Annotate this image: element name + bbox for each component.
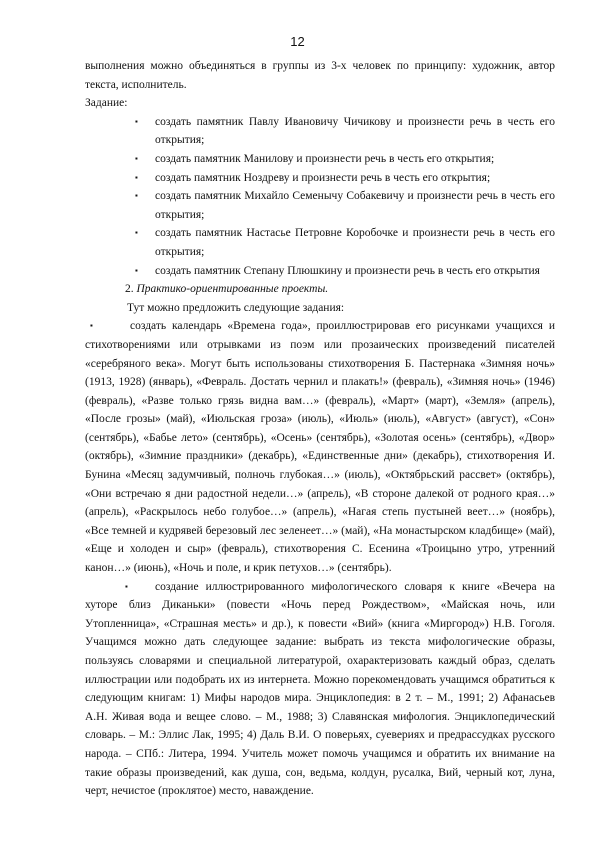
section-heading [85,280,555,299]
task-item: ▪ создать памятник Павлу Ивановичу Чичикову и произнести речь в честь его открытия; [85,113,555,150]
tasks-intro: Тут можно предложить следующие задания: [127,301,345,314]
task-item: ▪ создать памятник Манилову и произнести речь в честь его открытия; [85,150,555,169]
task-label: Задание: [85,97,128,110]
bullet-icon: ▪ [125,581,128,591]
page-number: 12 [290,34,305,49]
bullet-icon: ▪ [135,265,138,275]
section-number: 2. [125,283,134,296]
task-item: ▪ создать памятник Степану Плюшкину и произнести речь в честь его открытия [85,262,555,281]
intro-paragraph: выполнения можно объединяться в группы из 3-х человек по принципу: художник, автор текста, исполнитель. [85,60,555,91]
bullet-icon: ▪ [135,153,138,163]
dictionary-paragraph: ▪ создание иллюстрированного мифологического словаря к книге «Вечера на хуторе близ Диканьки» (повести «Ночь перед Рождеством», «Майская ночь, или Утопленница», «Страшная месть» и др.), к повести «Вий» (книга «Миргород») Н.В. Гоголя. Учащимся можно дать следующее задание: выбрать из текста мифологические образы, пользуясь словарями и специальной литературой, охарактеризовать каждый образ, сделать иллюстрации или подобрать их из интернета. Можно порекомендовать учащимся обратиться к следующим книгам: 1) Мифы народов мира. Энциклопедия: в 2 т. – М., 1991; 2) Афанасьев А.Н. Живая вода и вещее слово. – М., 1988; 3) Славянская мифология. Энциклопедический словарь. – М.: Эллис Лак, 1995; 4) Даль В.И. О поверьях, суевериях и предрассудках русского народа. – СПб.: Литера, 1994. Учитель может помочь учащимся и обратить их внимание на такие образы произведений, как душа, сон, ведьма, колдун, русалка, Вий, черный кот, луна, черт, нечистое (проклятое) место, наваждение. [85,578,555,801]
task-list [85,113,555,280]
page-body [85,57,555,801]
calendar-paragraph: ▪ создать календарь «Времена года», проиллюстрировав его рисунками учащихся и стихотворениями или отрывками из поэм или прозаических произведений писателей «серебряного века». Могут быть использованы стихотворения Б. Пастернака «Зимняя ночь» (1913, 1928) (январь), «Февраль. Достать чернил и плакать!» (февраль), «Зимняя ночь» (1946) (февраль), «Разве только грязь видна вам…» (февраль), «Март» (март), «Земля» (апрель), «После грозы» (май), «Июльская гроза» (июль), «Июль» (июль), «Август» (август), «Сон» (сентябрь), «Бабье лето» (сентябрь), «Осень» (сентябрь), «Золотая осень» (сентябрь), «Двор» (октябрь), «Зимние праздники» (декабрь), «Единственные дни» (декабрь), стихотворения И. Бунина «Месяц задумчивый, полночь глубокая…» (июль), «Октябрьский рассвет» (октябрь), «Они встречаю я дни радостной недели…» (апрель), «В стороне далекой от родного края…» (апрель), «Раскрылось небо голубое…» (апрель), «Нагая степь пустыней веет…» (ноябрь), «Все темней и кудрявей березовый лес зеленеет…» (май), «На монастырском кладбище» (май), «Еще и холоден и сыр» (февраль), стихотворения С. Есенина «Троицыно утро, утренний канон…» (июнь), «Ночь и поле, и крик петухов…» (сентябрь). [85,320,555,575]
bullet-icon: ▪ [135,172,138,182]
section-title: Практико-ориентированные проекты. [136,283,329,296]
task-item: ▪ создать памятник Настасье Петровне Коробочке и произнести речь в честь его открытия; [85,224,555,261]
task-item: ▪ создать памятник Ноздреву и произнести речь в честь его открытия; [85,169,555,188]
bullet-icon: ▪ [135,191,138,201]
task-item: ▪ создать памятник Михайло Семенычу Собакевичу и произнести речь в честь его открытия; [85,187,555,224]
bullet-icon: ▪ [135,228,138,238]
bullet-icon: ▪ [135,116,138,126]
